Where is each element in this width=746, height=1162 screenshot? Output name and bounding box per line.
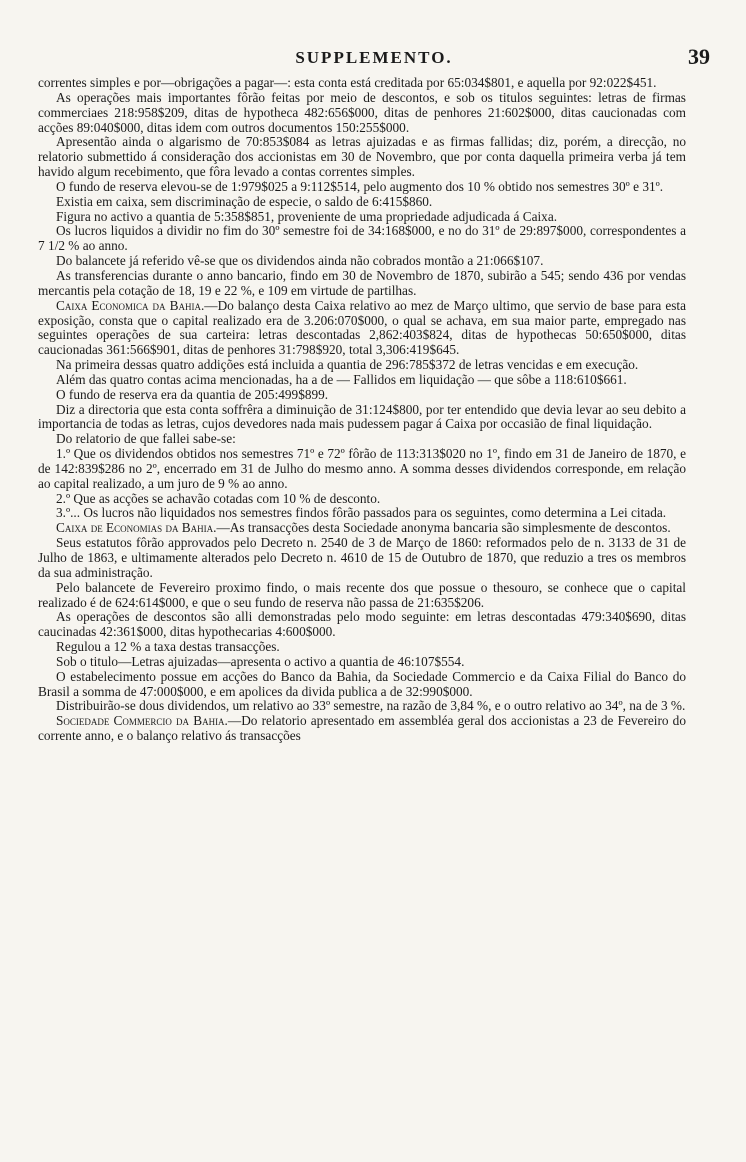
paragraph-text: O fundo de reserva elevou-se de 1:979$025 a 9:112$514, pelo augmento dos 10 % obtido nos semestres 30º e 31º. [56, 178, 664, 194]
page-header [38, 44, 710, 74]
section-heading: Sociedade Commercio da Bahia. [56, 713, 228, 729]
paragraph [38, 432, 686, 447]
paragraph [38, 91, 686, 136]
paragraph-text: Apresentão ainda o algarismo de 70:853$084 as letras ajuizadas e as firmas fallidas; diz, porém, a direcção, no relatorio submettido á consideração dos accionistas em 30 de Novembro, que por conta daquella primeira verba já tem havido algum recebimento, que fôra levado a contas correntes simples. [38, 134, 686, 180]
paragraph [38, 403, 686, 433]
paragraph-text: 3.º... Os lucros não liquidados nos semestres findos fôrão passados para os seguintes, como determina a Lei citada. [56, 505, 667, 521]
paragraph [38, 76, 686, 91]
paragraph-text: Além das quatro contas acima mencionadas, ha a de — Fallidos em liquidação — que sôbe a 118:610$661. [56, 371, 627, 387]
paragraph [38, 195, 686, 210]
section-heading: Caixa de Economias da Bahia. [56, 520, 217, 536]
section-heading: Caixa Economica da Bahia. [56, 297, 205, 313]
paragraph-text: Na primeira dessas quatro addições está incluida a quantia de 296:785$372 de letras vencidas e em execução. [56, 357, 639, 373]
paragraph [38, 299, 686, 358]
paragraph-text: Regulou a 12 % a taxa destas transacções. [56, 639, 280, 655]
paragraph [38, 135, 686, 180]
paragraph [38, 269, 686, 299]
paragraph [38, 581, 686, 611]
paragraph-text: Pelo balancete de Fevereiro proximo findo, o mais recente dos que possue o thesouro, se conhece que o capital realizado é de 624:614$000, e que o seu fundo de reserva não passa de 21:635$206. [38, 579, 686, 610]
paragraph-text: Do relatorio de que fallei sabe-se: [56, 431, 236, 447]
paragraph-text: —Do relatorio apresentado em assembléa geral dos accionistas a 23 de Fevereiro do corrente anno, e o balanço relativo ás transacções [38, 713, 686, 744]
paragraph [38, 610, 686, 640]
paragraph [38, 640, 686, 655]
paragraph [38, 180, 686, 195]
paragraph [38, 536, 686, 581]
paragraph [38, 655, 686, 670]
paragraph-text: Seus estatutos fôrão approvados pelo Decreto n. 2540 de 3 de Março de 1860: reformados pelo de n. 3133 de 31 de Julho de 1863, e ultimamente alterados pelo Decreto n. 4610 de 15 de Outubro de 1870, que reduzio a tres os membros da sua administração. [38, 535, 686, 580]
paragraph-text: —Do balanço desta Caixa relativo ao mez de Março ultimo, que servio de base para esta exposição, consta que o capital realizado era de 3.206:070$000, o qual se achava, em sua maior parte, empregado nas seguintes operações de sua carteira: letras descontadas 2,862:403$824, ditas de hypothecas 50:650$000, ditas caucionadas 361:566$901, ditas de penhores 31:798$920, total 3,306:419$645. [38, 297, 687, 358]
paragraph-text: —As transacções desta Sociedade anonyma bancaria são simplesmente de descontos. [216, 520, 671, 536]
paragraph [38, 492, 686, 507]
paragraph [38, 210, 686, 225]
paragraph-text: Diz a directoria que esta conta soffrêra a diminuição de 31:124$800, por ter entendido que devia levar ao seu debito a importancia de todas as letras, cujos devedores nada mais pudessem pagar á Caixa por occasião de final liquidação. [38, 401, 686, 432]
paragraph-text: Existia em caixa, sem discriminação de especie, o saldo de 6:415$860. [56, 193, 433, 209]
paragraph-text: Figura no activo a quantia de 5:358$851, proveniente de uma propriedade adjudicada á Caixa. [56, 208, 558, 224]
paragraph-text: Distribuirão-se dous dividendos, um relativo ao 33º semestre, na razão de 3,84 %, e o outro relativo ao 34º, na de 3 %. [56, 698, 686, 714]
paragraph-text: As operações de descontos são alli demonstradas pelo modo seguinte: em letras descontadas 479:340$690, ditas caucinadas 42:361$000, ditas hypothecarias 4:600$000. [38, 609, 686, 640]
page-number: 39 [688, 44, 710, 69]
paragraph [38, 714, 686, 744]
body-text [38, 76, 686, 744]
paragraph [38, 373, 686, 388]
paragraph-text: O estabelecimento possue em acções do Banco da Bahia, da Sociedade Commercio e da Caixa Filial do Banco do Brasil a somma de 47:000$000, e em apolices da divida publica a de 32:990$000. [38, 668, 686, 699]
paragraph [38, 358, 686, 373]
paragraph [38, 699, 686, 714]
paragraph-text: Sob o titulo—Letras ajuizadas—apresenta o activo a quantia de 46:107$554. [56, 653, 465, 669]
paragraph-text: O fundo de reserva era da quantia de 205:499$899. [56, 386, 329, 402]
paragraph-text: 2.º Que as acções se achavão cotadas com 10 % de desconto. [56, 490, 381, 506]
paragraph [38, 224, 686, 254]
paragraph [38, 506, 686, 521]
paragraph-text: As operações mais importantes fôrão feitas por meio de descontos, e sob os titulos seguintes: letras de firmas commerciaes 218:958$209, ditas de hypotheca 482:656$000, ditas de penhores 21:602$000, ditas caucionadas com acções 89:040$000, ditas idem com outros documentos 150:255$000. [38, 89, 686, 135]
paragraph [38, 521, 686, 536]
running-head: SUPPLEMENTO. [295, 48, 453, 67]
paragraph-text: correntes simples e por—obrigações a pagar—: esta conta está creditada por 65:034$801, e aquella por 92:022$451. [38, 75, 657, 90]
paragraph-text: Do balancete já referido vê-se que os dividendos ainda não cobrados montão a 21:066$107. [56, 253, 544, 269]
paragraph [38, 670, 686, 700]
paragraph-text: Os lucros liquidos a dividir no fim do 30º semestre foi de 34:168$000, e no do 31º de 29:897$000, correspondentes a 7 1/2 % ao anno. [38, 223, 686, 254]
paragraph [38, 388, 686, 403]
paragraph [38, 254, 686, 269]
paragraph [38, 447, 686, 492]
paragraph-text: As transferencias durante o anno bancario, findo em 30 de Novembro de 1870, subirão a 545; sendo 436 por vendas mercantis pela cotação de 18, 19 e 22 %, e 109 em virtude de partilhas. [38, 267, 686, 298]
paragraph-text: 1.º Que os dividendos obtidos nos semestres 71º e 72º fôrão de 113:313$020 no 1º, findo em 31 de Janeiro de 1870, e de 142:839$286 no 2º, encerrado em 31 de Julho do mesmo anno. A somma desses dividendos corresponde, em relação ao capital realizado, a um juro de 9 % ao anno. [38, 446, 686, 491]
